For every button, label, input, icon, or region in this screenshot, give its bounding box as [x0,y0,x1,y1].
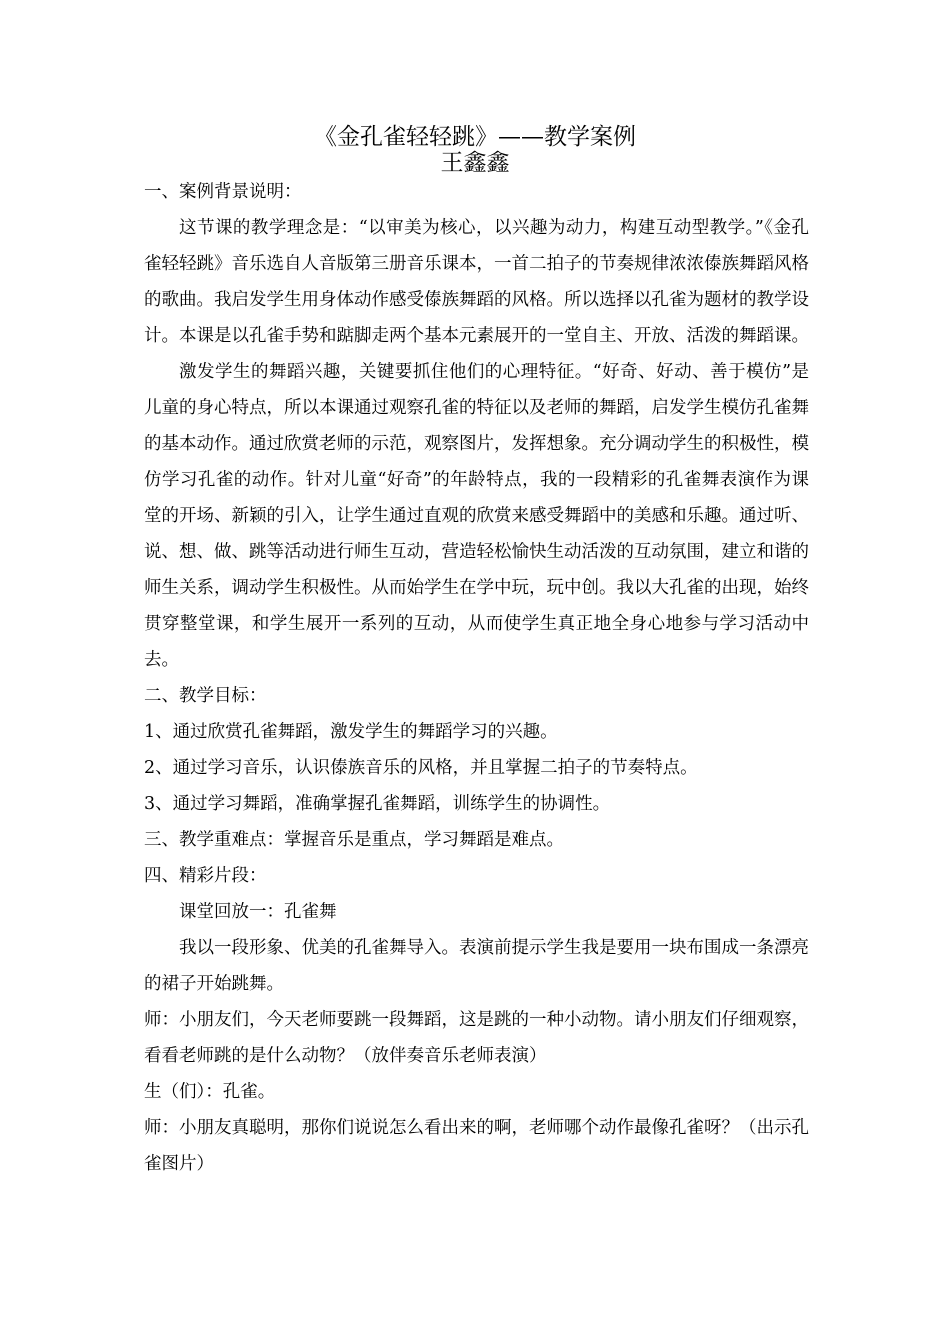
document-author: 王鑫鑫 [440,150,510,176]
list-item: 1、通过欣赏孔雀舞蹈，激发学生的舞蹈学习的兴趣。 [144,722,558,742]
paragraph: 激发学生的舞蹈兴趣，关键要抓住他们的心理特征。“好奇、好动、善于模仿”是儿童的身心特点，所以本课通过观察孔雀的特征以及老师的舞蹈，启发学生模仿孔雀舞的基本动作。通过欣赏老师的示范，观察图片，发挥想象。充分调动学生的积极性，模仿学习孔雀的动作。针对儿童“好奇”的年龄特点，我的一段精彩的孔雀舞表演作为课堂的开场、新颖的引入，让学生通过直观的欣赏来感受舞蹈中的美感和乐趣。通过听、说、想、做、跳等活动进行师生互动，营造轻松愉快生动活泼的互动氛围，建立和谐的师生关系，调动学生积极性。从而始学生在学中玩，玩中创。我以大孔雀的出现，始终贯穿整堂课，和学生展开一系列的互动，从而使学生真正地全身心地参与学习活动中去。 [144,362,809,670]
document-body [144,174,809,1182]
paragraph: 这节课的教学理念是：“以审美为核心，以兴趣为动力，构建互动型教学。”《金孔雀轻轻跳》音乐选自人音版第三册音乐课本，一首二拍子的节奏规律浓浓傣族舞蹈风格的歌曲。我启发学生用身体动作感受傣族舞蹈的风格。所以选择以孔雀为题材的教学设计。本课是以孔雀手势和踮脚走两个基本元素展开的一堂自主、开放、活泼的舞蹈课。 [144,218,809,346]
subheading: 课堂回放一：孔雀舞 [179,902,337,922]
dialogue-line: 师：小朋友们，今天老师要跳一段舞蹈，这是跳的一种小动物。请小朋友们仔细观察，看看老师跳的是什么动物？（放伴奏音乐老师表演） [144,1010,809,1066]
dialogue-line: 师：小朋友真聪明，那你们说说怎么看出来的啊，老师哪个动作最像孔雀呀？（出示孔雀图片） [144,1118,809,1174]
list-item: 3、通过学习舞蹈，准确掌握孔雀舞蹈，训练学生的协调性。 [144,794,611,814]
section-heading: 三、教学重难点：掌握音乐是重点，学习舞蹈是难点。 [144,830,564,850]
section-heading: 二、教学目标： [144,686,267,706]
section-heading: 一、案例背景说明： [144,182,302,202]
dialogue-line: 生（们）：孔雀。 [144,1082,276,1102]
section-heading: 四、精彩片段： [144,866,267,886]
list-item: 2、通过学习音乐，认识傣族音乐的风格，并且掌握二拍子的节奏特点。 [144,758,698,778]
paragraph: 我以一段形象、优美的孔雀舞导入。表演前提示学生我是要用一块布围成一条漂亮的裙子开始跳舞。 [144,938,809,994]
document-title: 《金孔雀轻轻跳》——教学案例 [314,124,636,150]
